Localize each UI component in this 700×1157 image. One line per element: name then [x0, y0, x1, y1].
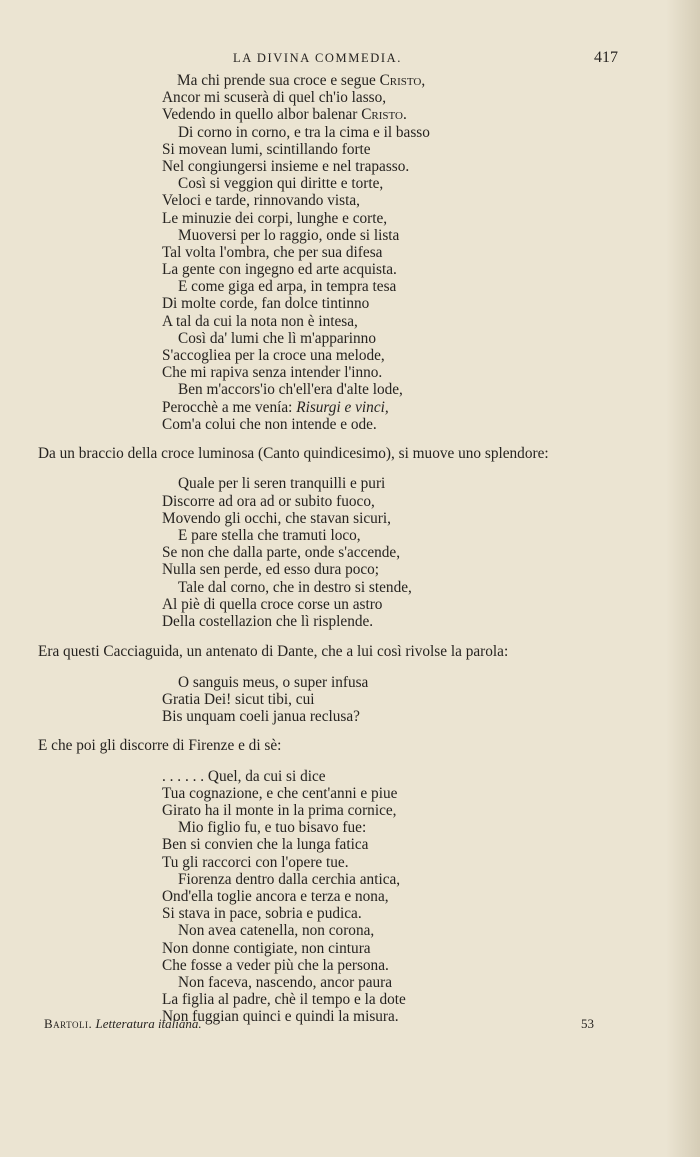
page-footer	[44, 1016, 594, 1034]
verse-line: Fiorenza dentro dalla cerchia antica,	[178, 870, 401, 888]
verse-line: Le minuzie dei corpi, lunghe e corte,	[162, 209, 388, 227]
verse-line: Ma chi prende sua croce e segue Cristo,	[177, 72, 426, 89]
verse-line: Nel congiungersi insieme e nel trapasso.	[162, 157, 410, 175]
verse-line: Così si veggion qui diritte e torte,	[178, 175, 384, 193]
book-page	[38, 0, 628, 1157]
verse-line: Tal volta l'ombra, che per sua difesa	[162, 243, 383, 261]
verse-line: Ancor mi scuserà di quel ch'io lasso,	[162, 89, 387, 107]
verse-line: Di molte corde, fan dolce tintinno	[162, 295, 370, 313]
verse-line: Così da' lumi che lì m'apparinno	[178, 329, 376, 347]
verse-block-latin	[38, 674, 624, 726]
verse-line: O sanguis meus, o super infusa	[178, 673, 369, 691]
verse-line: Nulla sen perde, ed esso dura poco;	[162, 561, 380, 579]
prose-paragraph: Era questi Cacciaguida, un antenato di Dante, che a lui così rivolse la parola:	[38, 643, 509, 661]
verse-line: E pare stella che tramuti loco,	[178, 527, 361, 544]
verse-line: Non fuggian quinci e quindi la misura.	[162, 1008, 399, 1026]
verse-line: Veloci e tarde, rinnovando vista,	[162, 192, 360, 210]
verse-line: Al piè di quella croce corse un astro	[162, 595, 383, 613]
verse-line: Vedendo in quello albor balenar Cristo.	[162, 106, 407, 124]
verse-line: Discorre ad ora ad or subito fuoco,	[162, 492, 375, 510]
verse-line: Tu gli raccorci con l'opere tue.	[162, 853, 349, 871]
running-title: LA DIVINA COMMEDIA.	[233, 51, 402, 65]
verse-line: Com'a colui che non intende e ode.	[162, 415, 377, 433]
verse-line: Non donne contigiate, non cintura	[162, 939, 371, 957]
verse-line: Si stava in pace, sobria e pudica.	[162, 905, 362, 923]
verse-line: Mio figlio fu, e tuo bisavo fue:	[178, 819, 367, 837]
page-number: 417	[594, 49, 618, 66]
verse-line: Si movean lumi, scintillando forte	[162, 140, 371, 158]
signature-number: 53	[581, 1016, 594, 1031]
verse-line: La gente con ingegno ed arte acquista.	[162, 261, 397, 279]
verse-line: Quale per li seren tranquilli e puri	[178, 475, 386, 493]
scan-edge-shadow	[666, 0, 700, 1157]
verse-line: Bis unquam coeli janua reclusa?	[162, 708, 360, 725]
verse-line: Non faceva, nascendo, ancor paura	[178, 973, 393, 991]
verse-block-paradiso-xv-2	[38, 768, 624, 1026]
verse-line: Gratia Dei! sicut tibi, cui	[162, 690, 315, 708]
verse-line: Della costellazion che lì risplende.	[162, 612, 374, 630]
footer-author: Bartoli.	[44, 1016, 93, 1031]
verse-line: La figlia al padre, chè il tempo e la dote	[162, 991, 406, 1009]
verse-line: Ond'ella toglie ancora e terza e nona,	[162, 888, 389, 905]
verse-line: Tale dal corno, che in destro si stende,	[178, 578, 412, 596]
verse-line: Perocchè a me venía: Risurgi e vinci,	[162, 398, 389, 416]
name-smallcaps: Cristo	[361, 106, 404, 124]
verse-line: Ben si convien che la lunga fatica	[162, 836, 369, 854]
verse-line: Che fosse a veder più che la persona.	[162, 956, 389, 974]
verse-line: . . . . . . Quel, da cui si dice	[162, 767, 326, 785]
verse-line: Che mi rapiva senza intender l'inno.	[162, 364, 383, 382]
page-header	[38, 51, 628, 71]
name-smallcaps: Cristo	[379, 72, 422, 89]
latin-italic: Risurgi e vinci,	[296, 398, 389, 416]
verse-line: Muoversi per lo raggio, onde si lista	[178, 226, 400, 244]
verse-block-paradiso-xiv	[38, 72, 624, 433]
verse-line: Tua cognazione, e che cent'anni e piue	[162, 784, 398, 802]
verse-line: Di corno in corno, e tra la cima e il basso	[178, 123, 430, 141]
verse-line: Non avea catenella, non corona,	[178, 922, 375, 940]
page-body	[38, 72, 624, 1026]
verse-line: Movendo gli occhi, che stavan sicuri,	[162, 509, 391, 527]
prose-paragraph: E che poi gli discorre di Firenze e di sè:	[38, 737, 282, 755]
verse-line: E come giga ed arpa, in tempra tesa	[178, 278, 397, 296]
footer-book-title: Letteratura italiana.	[95, 1016, 202, 1031]
verse-block-paradiso-xv-1	[38, 475, 624, 630]
verse-line: A tal da cui la nota non è intesa,	[162, 312, 358, 330]
verse-line: Ben m'accors'io ch'ell'era d'alte lode,	[178, 381, 403, 399]
verse-line: S'accogliea per la croce una melode,	[162, 347, 385, 364]
verse-line: Girato ha il monte in la prima cornice,	[162, 802, 397, 820]
verse-line: Se non che dalla parte, onde s'accende,	[162, 544, 401, 562]
prose-paragraph: Da un braccio della croce luminosa (Canto quindicesimo), si muove uno splendore:	[38, 444, 549, 462]
